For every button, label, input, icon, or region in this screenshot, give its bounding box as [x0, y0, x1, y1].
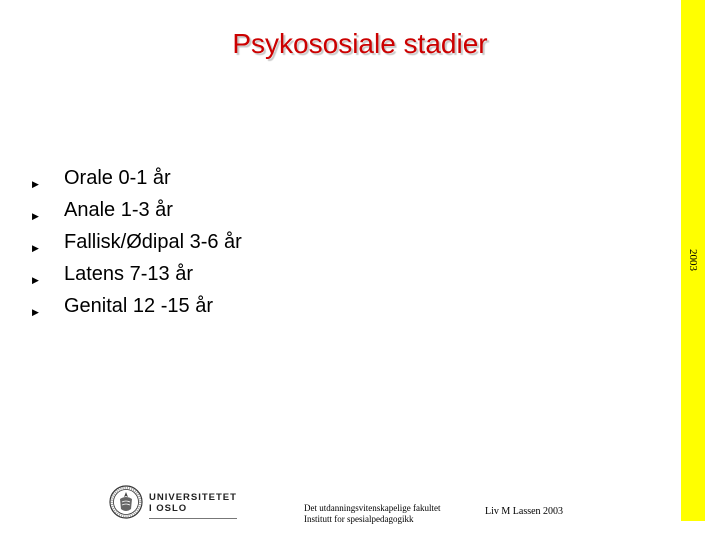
- bullet-list: [32, 162, 242, 322]
- bullet-icon: ▶: [32, 275, 39, 285]
- slide-title: Psykososiale stadier: [232, 28, 488, 59]
- side-year-text: 2003: [687, 249, 699, 271]
- university-logo: [109, 485, 239, 521]
- bullet-icon: ▶: [32, 211, 39, 221]
- list-item-text: Genital 12 -15 år: [64, 295, 213, 317]
- footer-author: Liv M Lassen 2003: [485, 506, 564, 517]
- side-year: [681, 240, 705, 280]
- bullet-icon: ▶: [32, 179, 39, 189]
- logo-text-line1: UNIVERSITETET: [149, 492, 237, 503]
- list-item: [32, 162, 242, 194]
- bullet-icon: ▶: [32, 243, 39, 253]
- university-seal-icon: [109, 485, 143, 519]
- list-item-text: Orale 0-1 år: [64, 167, 171, 189]
- bullet-icon: ▶: [32, 307, 39, 317]
- list-item-text: Latens 7-13 år: [64, 263, 193, 285]
- footer-department: [304, 503, 440, 525]
- logo-divider: [149, 518, 237, 519]
- footer-institute: Institutt for spesialpedagogikk: [304, 514, 414, 524]
- list-item-text: Fallisk/Ødipal 3-6 år: [64, 231, 242, 253]
- list-item-text: Anale 1-3 år: [64, 199, 173, 221]
- footer-faculty: Det utdanningsvitenskapelige fakultet: [304, 503, 441, 513]
- logo-text-line2: I OSLO: [149, 503, 188, 514]
